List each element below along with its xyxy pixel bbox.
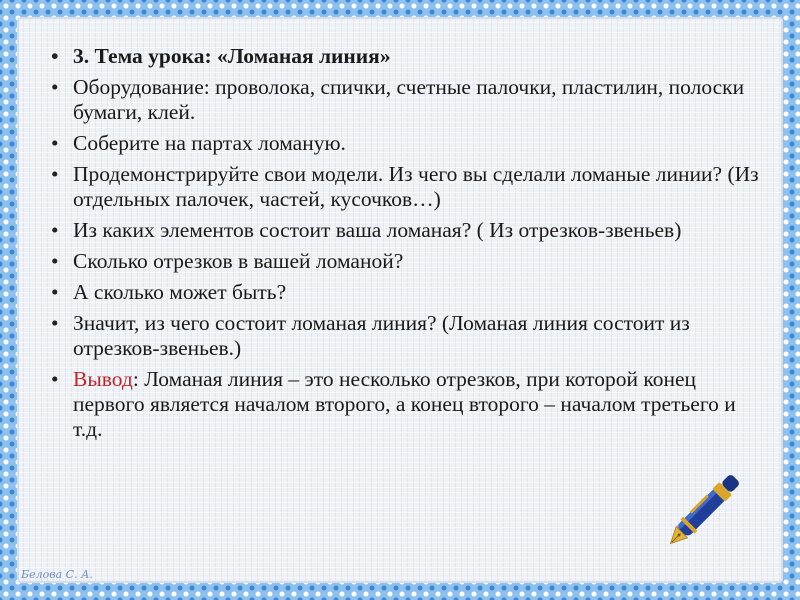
conclusion-text: : Ломаная линия – это несколько отрезков, при которой конец первого является началом второго, а конец второго – началом третьего и т.д.: [73, 367, 736, 441]
list-item-count: • Сколько отрезков в вашей ломаной?: [73, 249, 763, 274]
list-item-how-many: • А сколько может быть?: [73, 280, 763, 305]
fountain-pen-icon: [653, 451, 763, 561]
list-item-assemble: • Соберите на партах ломаную.: [73, 131, 763, 156]
list-item-consists: • Значит, из чего состоит ломаная линия? (Ломаная линия состоит из отрезков-звеньев.): [73, 311, 763, 361]
slide-title: • 3. Тема урока: «Ломаная линия»: [73, 44, 763, 69]
list-item-demonstrate: • Продемонстрируйте свои модели. Из чего вы сделали ломаные линии? (Из отдельных палочек, частей, кусочков…): [73, 162, 763, 212]
list-item-equipment: • Оборудование: проволока, спички, счетные палочки, пластилин, полоски бумаги, клей.: [73, 75, 763, 125]
conclusion-label: Вывод: [73, 367, 133, 391]
author-signature: Белова С. А.: [21, 568, 93, 581]
slide-panel: [17, 17, 783, 583]
bullet-list: [73, 44, 763, 448]
list-item-conclusion: [73, 367, 763, 442]
list-item-elements: • Из каких элементов состоит ваша ломаная? ( Из отрезков-звеньев): [73, 218, 763, 243]
